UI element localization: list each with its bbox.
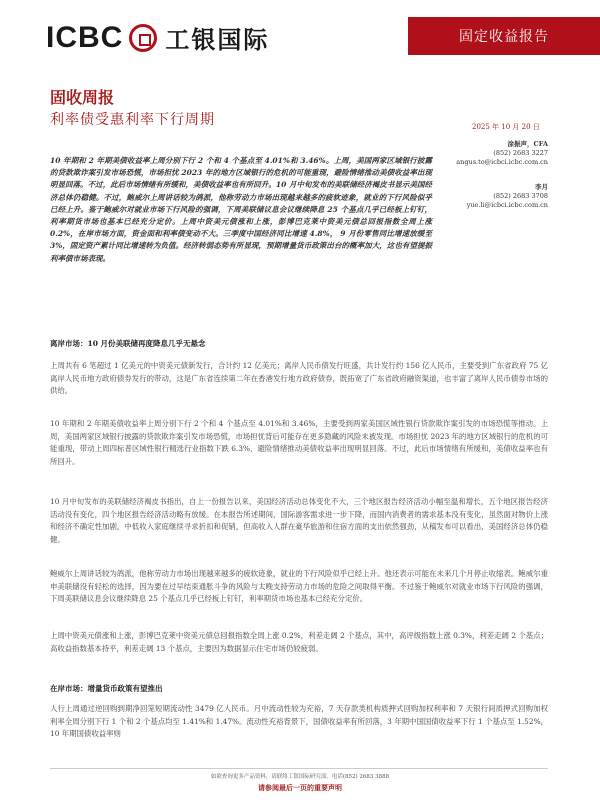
paragraph-wrap [50, 703, 548, 741]
author-phone: (852) 2683 3227 [493, 149, 548, 157]
paragraph-wrap [50, 496, 548, 546]
section-heading: 离岸市场：10 月份美联储再度降息几乎无悬念 [50, 339, 206, 348]
report-header [0, 0, 600, 70]
report-type-tag: 固定收益报告 [408, 17, 600, 55]
logo-chinese-text: 工银国际 [165, 26, 270, 54]
author-block [440, 140, 548, 210]
paragraph-wrap [50, 360, 548, 398]
body-paragraph: 上周共有 6 笔超过 1 亿美元的中资美元债新发行，合计约 12 亿美元；离岸人民币债发行旺盛，共计发行约 156 亿人民币，主要受到广东省政府 75 亿离岸人民币地方政府债券发行的带动，这是广东省连续第二年在香港发行地方政府债券，既拓宽了广东省政府融资渠道，也丰富了离岸人民币债券市场的供给。 [50, 361, 548, 396]
footer-contact: 如欲查询更多产品资料，请联络工银国际研究部。电话(852) 2683 3888 [210, 774, 390, 780]
author-phone: (852) 2683 3708 [493, 192, 548, 200]
report-subtitle: 利率债受惠利率下行周期 [50, 112, 215, 128]
author-name: 李月 [535, 183, 548, 191]
footer-divider [50, 768, 548, 769]
body-paragraph: 10 年期和 2 年期美债收益率上周分别下行 2 个和 4 个基点至 4.01%和 3.46%，主要受到两家美国区域性银行贷款欺诈案引发的市场恐慌等推动。上周，美国两家区域银行披露的贷款欺诈案引发市场恐慌，市场担忧背后可能存在更多隐藏的风险未被发现。市场担忧 2023 年的地方区域银行的危机的可能重现，带动上周四标普区域性银行精选行业指数下跌 6.3%，避险情绪推动美债收益率出现明显回落。不过，此后市场情绪有所缓和，美债收益率也有所回升。 [50, 419, 548, 466]
paragraph-wrap [50, 418, 548, 468]
paragraph-wrap [50, 568, 548, 606]
report-title: 固收周报 [50, 88, 115, 107]
company-logo [46, 20, 269, 55]
body-paragraph: 10 月中旬发布的美联储经济褐皮书指出，自上一份报告以来，美国经济活动总体变化不大，三个地区报告经济活动小幅至温和增长，五个地区报告经济活动没有变化，四个地区报告经济活动略有放缓。在本报告所述期间，国际游客需求进一步下降，而国内消费者的需求基本没有变化，虽然面对物价上涨和经济不确定性加剧，中低收入家庭继续寻求折扣和促销，但高收入人群在豪华旅游和住宿方面的支出依然强劲，从稿发布可以看出，美国经济总体仍稳健。 [50, 497, 548, 544]
section-offshore [50, 338, 548, 349]
report-date: 2025 年 10 月 20 日 [472, 123, 540, 131]
section-onshore [50, 683, 548, 694]
icbc-seal-icon [129, 24, 157, 52]
author-email[interactable]: angus.to@icbci.icbc.com.cn [456, 158, 548, 166]
author-email[interactable]: yue.li@icbci.icbc.com.cn [466, 201, 548, 209]
paragraph-wrap [50, 630, 548, 655]
body-paragraph: 鲍威尔上周讲话较为鸽派，他称劳动力市场出现越来越多的疲软迹象，就业的下行风险似乎已经上升。他还表示可能在未来几个月停止收缩表。鲍威尔重申美联储没有轻松的选择，因为要在过早结束通胀斗争的风险与太晚支持劳动力市场的危险之间取得平衡。不过鉴于鲍威尔对就业市场下行风险的强调，下周美联储议息会议继续降息 25 个基点几乎已经板上钉钉，利率期货市场也基本已经充分定价。 [50, 569, 548, 604]
author-name: 涂振声，CFA [507, 140, 548, 148]
section-heading: 在岸市场：增量货币政策有望推出 [50, 684, 163, 693]
summary-paragraph: 10 年期和 2 年期美债收益率上周分别下行 2 个和 4 个基点至 4.01%和 3.46%。上周，美国两家区域银行披露的贷款欺诈案引发市场恐慌，市场担忧 2023 年的地方区域银行的危机的可能重现，避险情绪推动美债收益率出现明显回落。不过，此后市场情绪有所缓和，美债收益率也有所回升。10 月中旬发布的美联储经济褐皮书显示美国经济总体仍稳健。不过，鲍威尔上周讲话较为鸽派，他称劳动力市场出现越来越多的疲软迹象，就业的下行风险似乎已经上升。鉴于鲍威尔对就业市场下行风险的强调，下周美联储议息会议继续降息 25 个基点几乎已经板上钉钉，利率期货市场也基本已经充分定价。上周中资美元债涨和上涨，彭博巴克莱中资美元债总回报指数全周上涨 0.2%，在岸市场方面，资金面和利率债变动不大。三季度中国经济同比增速 4.8%， 9 月份零售同比增速放缓至 3%，固定资产累计同比增速转为负值。经济转弱态势有所显现，预期增量货币政策出台的概率加大，这也有望提振利率债市场表现。 [50, 156, 432, 263]
logo-icbc-text: ICBC [46, 20, 124, 54]
body-paragraph: 上周中资美元债涨和上涨，彭博巴克莱中资美元债总回报指数全周上涨 0.2%，利差走阔 2 个基点，其中，高评级指数上涨 0.3%，利差走阔 2 个基点；高收益指数基本持平，利差走阔 13 个基点，主要因为数据显示住宅市场仍较疲弱。 [50, 631, 548, 653]
footer-disclaimer-link[interactable]: 请参阅最后一页的重要声明 [258, 783, 342, 792]
body-paragraph: 人行上周通过逆回购到期净回笼短期流动性 3479 亿人民币。月中流动性较为充裕，7 天存款类机构质押式回购加权利率和 7 天银行间质押式回购加权利率全周分别下行 1 个和 2 个基点均至 1.41%和 1.47%。流动性充裕背景下，国债收益率有所回落，3 年期中国国债收益率下行 1 个基点至 1.52%，10 年期国债收益率则 [50, 704, 548, 739]
